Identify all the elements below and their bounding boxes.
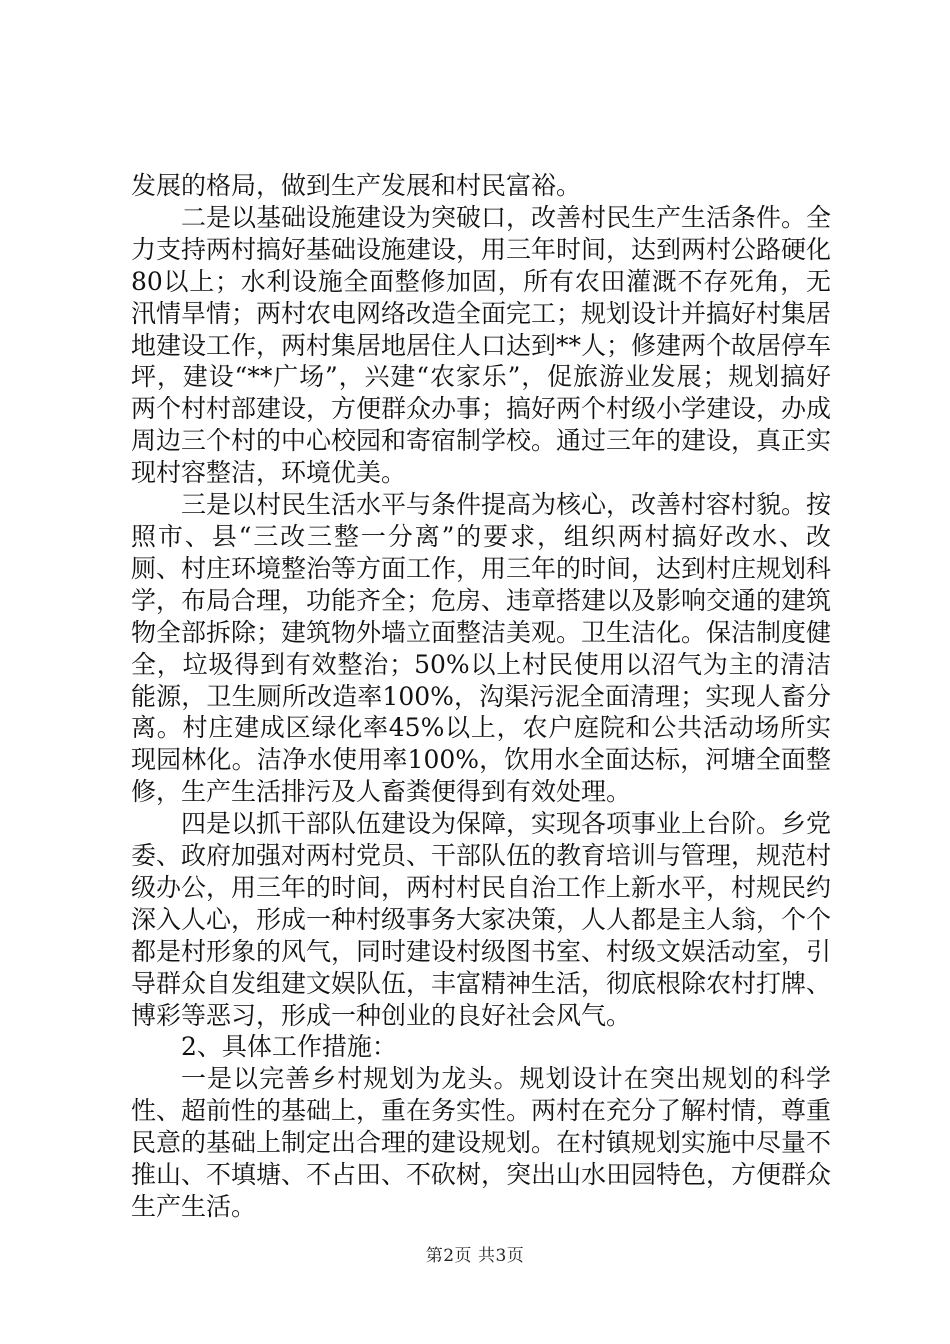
paragraph-1: 发展的格局，做到生产发展和村民富裕。 xyxy=(131,171,582,200)
paragraph-6: 一是以完善乡村规划为龙头。规划设计在突出规划的科学性、超前性的基础上，重在务实性。两村在充分了解村情，尊重民意的基础上制定出合理的建设规划。在村镇规划实施中尽量不推山、不填塘、不占田、不砍树，突出山水田园特色，方便群众生产生活。 xyxy=(131,1064,832,1221)
paragraph-4: 四是以抓干部队伍建设为保障，实现各项事业上台阶。乡党委、政府加强对两村党员、干部队伍的教育培训与管理，规范村级办公，用三年的时间，两村村民自治工作上新水平，村规民约深入人心，形成一种村级事务大家决策，人人都是主人翁，个个都是村形象的风气，同时建设村级图书室、村级文娱活动室，引导群众自发组建文娱队伍，丰富精神生活，彻底根除农村打牌、博彩等恶习，形成一种创业的良好社会风气。 xyxy=(131,809,832,1030)
page-footer: 第2页 共3页 xyxy=(425,1246,525,1266)
document-body xyxy=(131,170,831,1223)
paragraph-3: 三是以村民生活水平与条件提高为核心，改善村容村貌。按照市、县“三改三整一分离”的要求，组织两村搞好改水、改厕、村庄环境整治等方面工作，用三年的时间，达到村庄规划科学，布局合理，功能齐全；危房、违章搭建以及影响交通的建筑物全部拆除；建筑物外墙立面整洁美观。卫生洁化。保洁制度健全，垃圾得到有效整治；50%以上村民使用以沼气为主的清洁能源，卫生厕所改造率100%，沟渠污泥全面清理；实现人畜分离。村庄建成区绿化率45%以上，农户庭院和公共活动场所实现园林化。洁净水使用率100%，饮用水全面达标，河塘全面整修，生产生活排污及人畜粪便得到有效处理。 xyxy=(131,490,832,807)
paragraph-5-heading: 2、具体工作措施： xyxy=(181,1032,397,1062)
paragraph-2: 二是以基础设施建设为突破口，改善村民生产生活条件。全力支持两村搞好基础设施建设，用三年时间，达到两村公路硬化80以上；水利设施全面整修加固，所有农田灌溉不存死角，无汛情旱情；两村农电网络改造全面完工；规划设计并搞好村集居地建设工作，两村集居地居住人口达到**人；修建两个故居停车坪，建设“**广场”，兴建“农家乐”，促旅游业发展；规划搞好两个村村部建设，方便群众办事；搞好两个村级小学建设，办成周边三个村的中心校园和寄宿制学校。通过三年的建设，真正实现村容整洁，环境优美。 xyxy=(131,202,832,488)
